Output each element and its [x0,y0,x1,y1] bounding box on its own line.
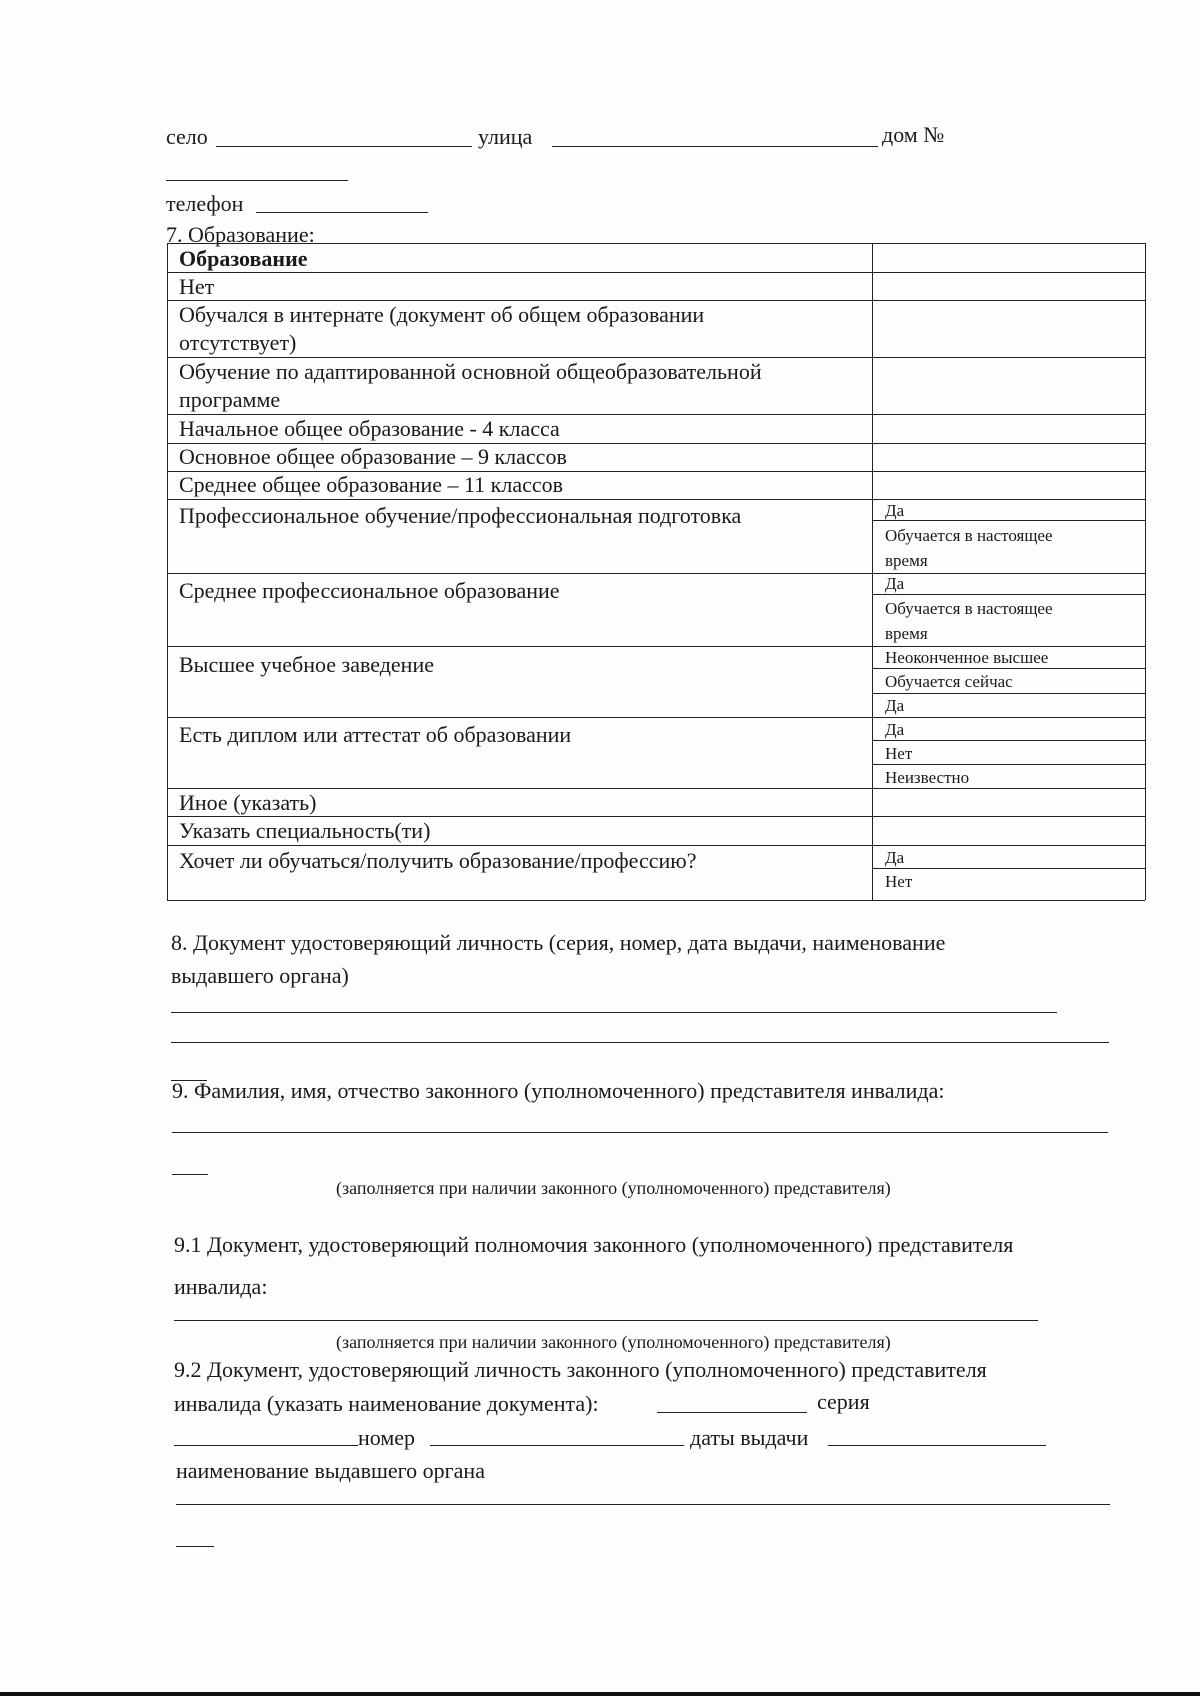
option-studying-now-cont: время [885,624,928,643]
section9-1-title: 9.1 Документ, удостоверяющий полномочия законного (уполномоченного) представителя [174,1232,1014,1257]
option-incomplete-higher[interactable]: Неоконченное высшее [885,648,1049,667]
issuer-label: наименование выдавшего органа [176,1458,485,1483]
option-yes[interactable]: Да [885,501,905,520]
option-studying-now[interactable]: Обучается в настоящее [885,526,1053,545]
edu-row-adapted: Обучение по адаптированной основной общеобразовательной [179,359,762,384]
document-name-field[interactable] [657,1412,807,1413]
edu-row-specialty: Указать специальность(ти) [179,818,431,843]
edu-row-higher: Высшее учебное заведение [179,652,434,677]
series-field[interactable] [174,1445,358,1446]
option-yes[interactable]: Да [885,696,905,715]
issuer-field-1[interactable] [176,1504,1110,1505]
issue-date-field[interactable] [828,1445,1046,1446]
edu-row-secondary: Среднее общее образование – 11 классов [179,472,564,497]
option-studying-now[interactable]: Обучается в настоящее [885,599,1053,618]
street-label: улица [478,124,533,149]
section8-field-2[interactable] [171,1042,1109,1043]
section9-2-title-cont: инвалида (указать наименование документа): [174,1391,599,1416]
edu-row-diploma: Есть диплом или аттестат об образовании [179,722,572,747]
issuer-field-2[interactable] [176,1546,214,1547]
section9-field-2[interactable] [172,1174,208,1175]
education-section-title: 7. Образование: [166,222,315,247]
section8-title-cont: выдавшего органа) [171,963,349,988]
edu-row-wants-study: Хочет ли обучаться/получить образование/профессию? [179,848,697,873]
table-border-right [1145,243,1146,900]
village-label: село [166,124,208,149]
option-yes[interactable]: Да [885,848,905,867]
option-no[interactable]: Нет [885,744,913,763]
phone-field[interactable] [256,212,428,213]
number-label: номер [358,1425,416,1450]
edu-row-boarding-cont: отсутствует) [179,330,297,355]
section9-1-field[interactable] [174,1320,1038,1321]
edu-row-secondary-vocational: Среднее профессиональное образование [179,578,560,603]
section8-title: 8. Документ удостоверяющий личность (серия, номер, дата выдачи, наименование [171,930,946,955]
edu-row-adapted-cont: программе [179,387,281,412]
option-yes[interactable]: Да [885,574,905,593]
edu-row-basic: Основное общее образование – 9 классов [179,444,567,469]
edu-row-boarding: Обучался в интернате (документ об общем образовании [179,302,705,327]
section9-field-1[interactable] [172,1132,1108,1133]
series-label: серия [817,1389,870,1414]
option-no[interactable]: Нет [885,872,913,891]
section9-note: (заполняется при наличии законного (уполномоченного) представителя) [336,1178,891,1198]
edu-row-primary: Начальное общее образование - 4 класса [179,416,560,441]
section9-1-note: (заполняется при наличии законного (уполномоченного) представителя) [336,1332,891,1352]
option-unknown[interactable]: Неизвестно [885,768,970,787]
option-yes[interactable]: Да [885,720,905,739]
section9-1-title-cont: инвалида: [174,1274,268,1299]
street-field[interactable] [552,146,878,147]
village-field[interactable] [216,146,472,147]
section9-2-title: 9.2 Документ, удостоверяющий личность законного (уполномоченного) представителя [174,1357,987,1382]
option-studying-now[interactable]: Обучается сейчас [885,672,1013,691]
number-field[interactable] [430,1445,684,1446]
edu-row-none: Нет [179,274,215,299]
section9-title: 9. Фамилия, имя, отчество законного (уполномоченного) представителя инвалида: [172,1078,945,1103]
phone-label: телефон [166,191,244,216]
section8-field-1[interactable] [171,1012,1057,1013]
table-border-left [167,243,168,900]
option-studying-now-cont: время [885,551,928,570]
scan-bottom-edge [0,1692,1200,1696]
edu-row-other: Иное (указать) [179,790,317,815]
issue-date-label: даты выдачи [690,1425,809,1450]
house-field[interactable] [166,180,348,181]
table-column-divider [872,243,873,900]
education-table-header: Образование [179,246,308,271]
edu-row-vocational-training: Профессиональное обучение/профессиональная подготовка [179,503,742,528]
education-table [167,243,1145,900]
house-label: дом № [882,122,945,147]
